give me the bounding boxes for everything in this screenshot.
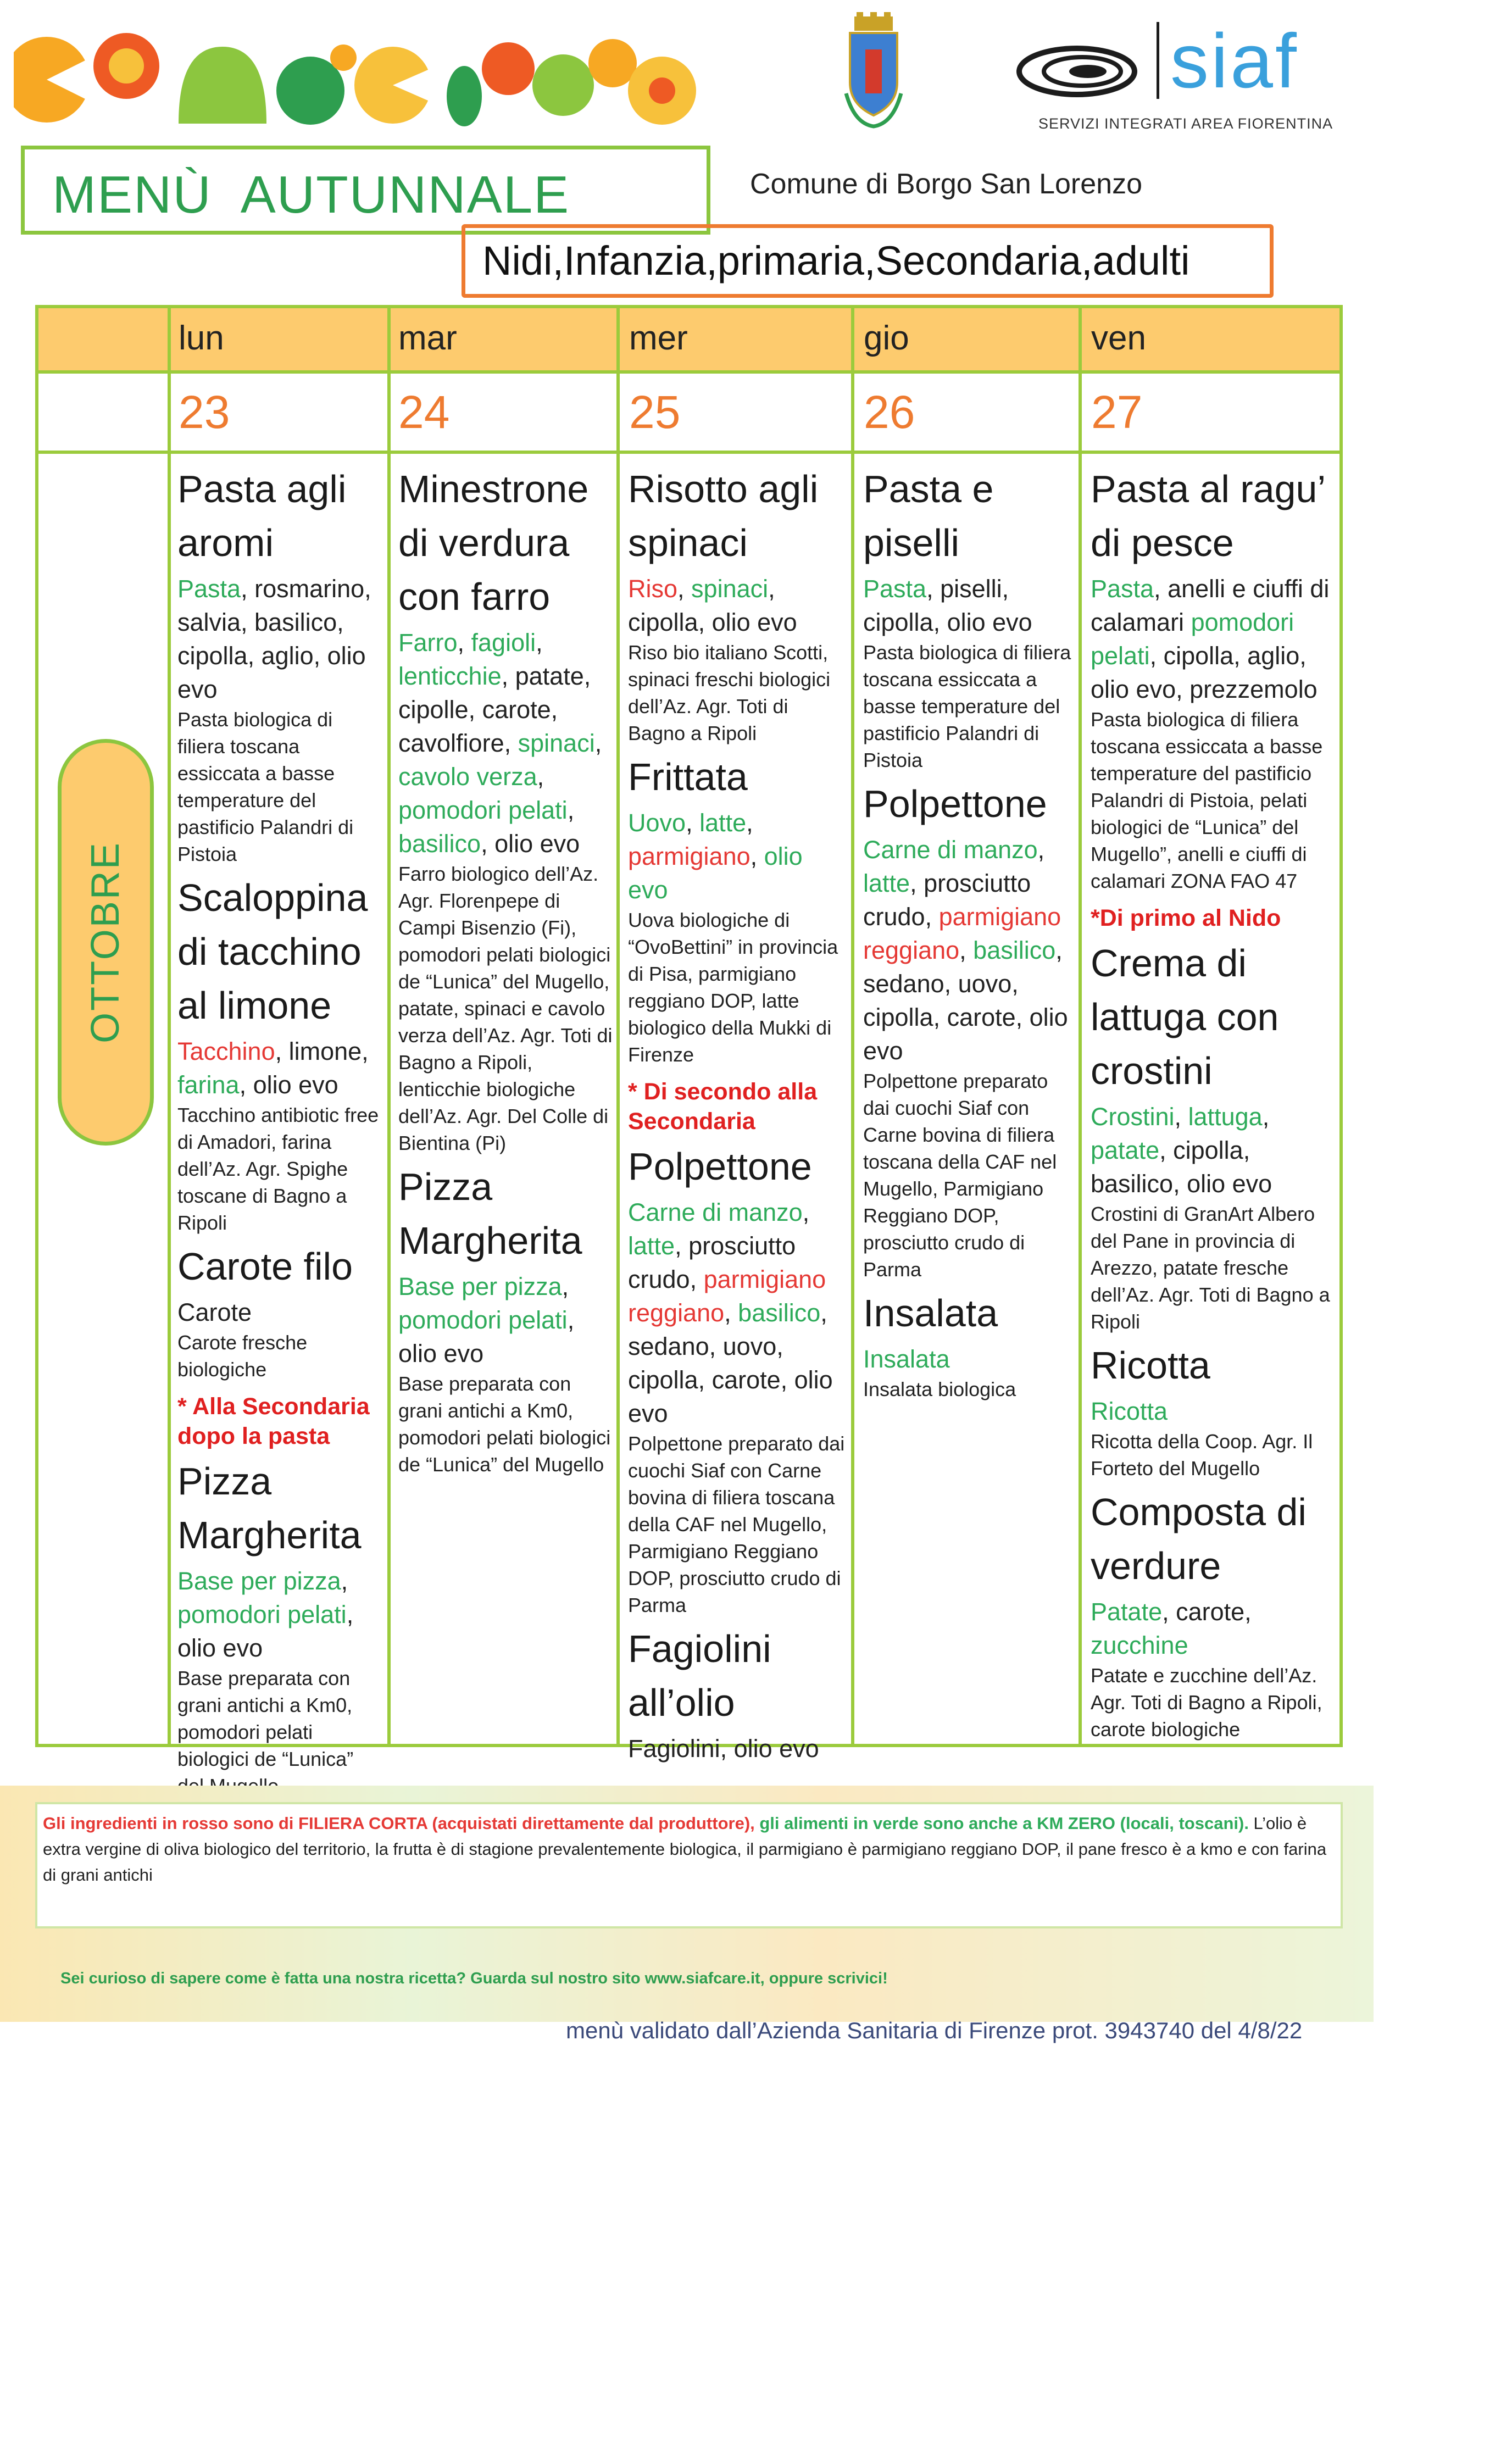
filiera-corta-note: Gli ingredienti in rosso sono di FILIERA CORTA (acquistati direttamente dal produttore), <box>43 1814 755 1833</box>
dish-name: Polpettone <box>628 1145 812 1188</box>
ingredients-list <box>863 833 1075 1068</box>
ingredient-text: , <box>567 796 575 824</box>
ingredient-text: , <box>677 575 692 603</box>
ingredient-text: , <box>802 1198 810 1226</box>
ingredient-text: , cipolla, basilico, olio evo <box>1091 1136 1272 1198</box>
dish-name: Fagiolini all’olio <box>628 1627 771 1724</box>
grid-divider <box>168 305 171 1747</box>
filiera-corta-ingredient: parmigiano reggiano <box>863 903 1061 964</box>
day-column-mer <box>628 459 848 1765</box>
km-zero-ingredient: Pasta <box>177 575 241 603</box>
km-zero-ingredient: Insalata <box>863 1345 950 1373</box>
filiera-corta-ingredient: parmigiano <box>628 842 751 870</box>
ingredients-note: L’olio è extra vergine di oliva biologico del territorio, la frutta è di stagione prevalentemente biologica, il parmigiano è parmigiano reggiano DOP, il pane fresco è a kmo e con farina di grani antichi <box>43 1814 1327 1885</box>
dish-name: Insalata <box>863 1292 998 1335</box>
day-column-mar <box>398 459 613 1478</box>
sourcing-note: Carote fresche biologiche <box>177 1331 308 1381</box>
school-levels: Nidi,Infanzia,primaria,Secondaria,adulti <box>482 238 1190 284</box>
ingredients-list <box>177 1564 383 1665</box>
dish-name: Risotto agli spinaci <box>628 468 819 564</box>
sourcing-note: Base preparata con grani antichi a Km0, pomodori pelati biologici de “Lunica” <box>177 1667 354 1770</box>
km-zero-ingredient: basilico <box>738 1299 821 1327</box>
date-27: 27 <box>1091 386 1143 438</box>
km-zero-ingredient: Crostini <box>1091 1103 1175 1131</box>
filiera-corta-ingredient: Tacchino <box>177 1037 275 1065</box>
km-zero-ingredient: spinaci <box>518 729 595 757</box>
km-zero-ingredient: Uovo <box>628 809 686 837</box>
date-25: 25 <box>629 386 681 438</box>
ingredient-text: , piselli, cipolla, olio evo <box>863 575 1032 636</box>
siaf-logo-text: siaf <box>1170 18 1299 104</box>
km-zero-ingredient: spinaci <box>691 575 769 603</box>
ingredient-text: , patate, cipolle, carote, cavolfiore, <box>398 662 591 757</box>
km-zero-ingredient: lenticchie <box>398 662 502 690</box>
km-zero-ingredient: Pasta <box>863 575 927 603</box>
ingredients-list <box>177 1296 383 1329</box>
day-column-ven <box>1091 459 1338 1743</box>
ingredient-text: , olio evo <box>481 830 580 858</box>
sourcing-note: Riso bio italiano Scotti, spinaci freschi biologici dell’Az. Agr. Toti di Bagno a Ripoli <box>628 641 831 744</box>
ingredients-list <box>628 1732 848 1765</box>
ingredient-text: , <box>1174 1103 1188 1131</box>
km-zero-ingredient: pomodori pelati <box>177 1600 347 1628</box>
date-26: 26 <box>864 386 915 438</box>
sourcing-note: Polpettone preparato dai cuochi Siaf con Carne bovina di filiera toscana della CAF nel Mugello, Parmigiano Reggiano DOP, prosciutto crudo di Parma <box>628 1432 845 1616</box>
sourcing-note: Pasta biologica di filiera toscana essiccata a basse temperature del pastificio Palandri di Pistoia <box>177 708 354 865</box>
day-label-gio: gio <box>864 319 909 357</box>
municipal-crest-icon <box>843 11 904 129</box>
recipe-site-link[interactable]: Sei curioso di sapere come è fatta una nostra ricetta? Guarda sul nostro sito www.siafcare.it, oppure scrivici! <box>60 1970 888 1987</box>
grid-divider <box>616 305 620 1747</box>
dish-name: Minestrone di verdura con farro <box>398 468 589 618</box>
km-zero-ingredient: latte <box>628 1232 675 1260</box>
km-zero-ingredient: zucchine <box>1091 1631 1188 1659</box>
ingredient-text: , olio evo <box>239 1071 338 1099</box>
sourcing-note: Pasta biologica di filiera toscana essiccata a basse temperature del pastificio Palandri di Pistoia <box>863 641 1071 771</box>
ingredient-text: , limone, <box>275 1037 369 1065</box>
grid-divider <box>35 370 1343 374</box>
sourcing-note: Uova biologiche di “OvoBettini” in provincia di Pisa, parmigiano reggiano DOP, latte biologico della Mukki di Firenze <box>628 909 838 1066</box>
km-zero-ingredient: latte <box>699 809 747 837</box>
ingredient-text: , <box>724 1299 738 1327</box>
km-zero-ingredient: latte <box>863 869 910 897</box>
grid-divider <box>387 305 391 1747</box>
dish-name: Pasta al ragu’ di pesce <box>1091 468 1325 564</box>
date-23: 23 <box>179 386 230 438</box>
grid-divider <box>851 305 854 1747</box>
siaf-logo <box>1016 18 1357 137</box>
sourcing-note: Farro biologico dell’Az. Agr. Florenpepe di Campi Bisenzio (Fi), pomodori pelati biologici de “Lunica” del Mugello, patate, spinaci e cavolo verza dell’Az. Agr. Toti di Bagno a Ripoli, lenticchie biologiche dell’Az. Agr. Del Colle di Bientina (Pi) <box>398 863 613 1154</box>
km-zero-ingredient: Ricotta <box>1091 1397 1168 1425</box>
ingredient-text: , sedano, uovo, cipolla, carote, olio evo <box>628 1299 833 1427</box>
ingredient-text: , olio evo <box>398 1306 575 1368</box>
month-label: OTTOBRE <box>84 841 127 1043</box>
day-label-lun: lun <box>179 319 224 357</box>
dish-name: Pasta e piselli <box>863 468 994 564</box>
ingredients-list <box>1091 572 1338 706</box>
service-note: *Di primo al Nido <box>1091 905 1281 931</box>
sourcing-note: Pasta biologica di filiera toscana essiccata a basse temperature del pastificio Palandri di Pistoia, pelati biologici de “Lunica” del Mugello”, anelli e ciuffi di calamari ZONA FAO 47 <box>1091 708 1323 892</box>
footer-notes <box>43 1810 1328 1888</box>
siaf-spiral-icon <box>1016 27 1143 104</box>
dish-name: Pizza Margherita <box>177 1460 362 1557</box>
km-zero-ingredient: Carne di manzo <box>628 1198 803 1226</box>
km-zero-ingredient: lattuga <box>1188 1103 1263 1131</box>
dish-name: Polpettone <box>863 782 1047 825</box>
sourcing-note: Crostini di GranArt Albero del Pane in provincia di Arezzo, patate fresche dell’Az. Agr. Toti di Bagno a Ripoli <box>1091 1203 1330 1333</box>
ingredient-text: , <box>686 809 700 837</box>
ingredient-text: , carote, <box>1162 1598 1252 1626</box>
km-zero-ingredient: basilico <box>398 830 481 858</box>
grid-divider <box>1079 305 1082 1747</box>
dish-name: Frittata <box>628 755 748 798</box>
ingredient-text: , olio evo <box>177 1600 354 1662</box>
km-zero-ingredient: Farro <box>398 629 458 657</box>
ingredient-text: , prosciutto crudo, <box>628 1232 796 1293</box>
sourcing-note: Tacchino antibiotic free di Amadori, farina dell’Az. Agr. Spighe toscane di Bagno a Ripoli <box>177 1104 379 1234</box>
ingredients-list <box>628 1196 848 1430</box>
km-zero-note: gli alimenti in verde sono anche a KM ZERO (locali, toscani). <box>754 1814 1249 1833</box>
ingredient-text: , cipolla, aglio, olio evo, prezzemolo <box>1091 642 1318 703</box>
ingredient-text: , anelli e ciuffi di calamari <box>1091 575 1330 636</box>
ingredients-list <box>628 806 848 907</box>
ingredients-list <box>177 1035 383 1102</box>
ingredients-list <box>398 1270 613 1370</box>
km-zero-ingredient: cavolo verza <box>398 763 537 791</box>
ingredient-text: , <box>959 936 974 964</box>
day-column-lun <box>177 459 383 1799</box>
dish-name: Crema di lattuga con crostini <box>1091 942 1279 1092</box>
km-zero-ingredient: Pasta <box>1091 575 1154 603</box>
ingredient-text: , <box>1262 1103 1270 1131</box>
ingredients-list <box>1091 1595 1338 1662</box>
ingredient-text: , cipolla, olio evo <box>628 575 797 636</box>
ingredient-text: , <box>457 629 471 657</box>
sourcing-note: Insalata biologica <box>863 1378 1016 1400</box>
ingredient-text: , <box>562 1272 569 1300</box>
ingredient-text: , <box>537 763 544 791</box>
km-zero-ingredient: pomodori pelati <box>398 796 568 824</box>
ingredient-text: Carote <box>177 1298 252 1326</box>
filiera-corta-ingredient: Riso <box>628 575 678 603</box>
ingredients-list <box>863 572 1075 639</box>
validation-note: menù validato dall’Azienda Sanitaria di Firenze prot. 3943740 del 4/8/22 <box>566 2017 1303 2043</box>
sourcing-note: Patate e zucchine dell’Az. Agr. Toti di Bagno a Ripoli, carote biologiche <box>1091 1664 1322 1741</box>
ingredient-text: , <box>1037 836 1045 864</box>
sourcing-note: Polpettone preparato dai cuochi Siaf con Carne bovina di filiera toscana della CAF nel Mugello, Parmigiano Reggiano DOP, prosciutto crudo di Parma <box>863 1070 1057 1281</box>
day-label-mar: mar <box>398 319 457 357</box>
ingredients-list <box>398 626 613 860</box>
ingredient-text: , <box>750 842 764 870</box>
day-label-ven: ven <box>1091 319 1146 357</box>
ingredients-list <box>1091 1394 1338 1428</box>
day-column-gio <box>863 459 1075 1403</box>
ingredients-list <box>628 572 848 639</box>
ingredient-text: , sedano, uovo, cipolla, carote, olio evo <box>863 936 1068 1065</box>
km-zero-ingredient: patate <box>1091 1136 1160 1164</box>
km-zero-ingredient: fagioli <box>471 629 536 657</box>
sourcing-note: Ricotta della Coop. Agr. Il Forteto del Mugello <box>1091 1430 1313 1480</box>
day-label-mer: mer <box>629 319 688 357</box>
ingredient-text: , <box>746 809 753 837</box>
km-zero-ingredient: Patate <box>1091 1598 1163 1626</box>
filiera-corta-ingredient: parmigiano reggiano <box>628 1265 826 1327</box>
dish-name: Pasta agli aromi <box>177 468 347 564</box>
dish-name: Pizza Margherita <box>398 1165 582 1262</box>
page-title: MENÙ AUTUNNALE <box>52 165 570 224</box>
km-zero-ingredient: Base per pizza <box>177 1567 341 1595</box>
date-24: 24 <box>398 386 450 438</box>
ingredient-text: , <box>594 729 602 757</box>
dish-name: Carote filo <box>177 1245 353 1288</box>
ingredients-list <box>1091 1100 1338 1200</box>
km-zero-ingredient: pomodori pelati <box>1091 608 1294 670</box>
km-zero-ingredient: pomodori pelati <box>398 1306 568 1334</box>
ingredient-text: , prosciutto crudo, <box>863 869 1031 931</box>
service-note: * Di secondo alla Secondaria <box>628 1079 818 1135</box>
km-zero-ingredient: Base per pizza <box>398 1272 562 1300</box>
ingredients-list <box>863 1342 1075 1376</box>
logo-divider <box>1157 22 1159 99</box>
ingredients-list <box>177 572 383 706</box>
ingredient-text: Fagiolini, olio evo <box>628 1735 819 1763</box>
km-zero-ingredient: olio evo <box>628 842 803 904</box>
km-zero-ingredient: basilico <box>973 936 1056 964</box>
ingredient-text: , <box>341 1567 348 1595</box>
decorative-fruit-banner <box>14 14 706 132</box>
km-zero-ingredient: Carne di manzo <box>863 836 1038 864</box>
dish-name: Ricotta <box>1091 1344 1210 1387</box>
km-zero-ingredient: farina <box>177 1071 240 1099</box>
dish-name: Scaloppina di tacchino al limone <box>177 876 368 1027</box>
ingredient-text: , <box>536 629 543 657</box>
service-note: * Alla Secondaria dopo la pasta <box>177 1393 370 1449</box>
sourcing-note: Base preparata con grani antichi a Km0, pomodori pelati biologici de “Lunica” del Mugello <box>398 1372 611 1476</box>
siaf-logo-subtitle: SERVIZI INTEGRATI AREA FIORENTINA <box>1038 115 1333 132</box>
dish-name: Composta di verdure <box>1091 1491 1307 1587</box>
ingredient-text: , rosmarino, salvia, basilico, cipolla, aglio, olio evo <box>177 575 371 703</box>
comune-label: Comune di Borgo San Lorenzo <box>750 168 1143 200</box>
grid-divider <box>35 451 1343 454</box>
